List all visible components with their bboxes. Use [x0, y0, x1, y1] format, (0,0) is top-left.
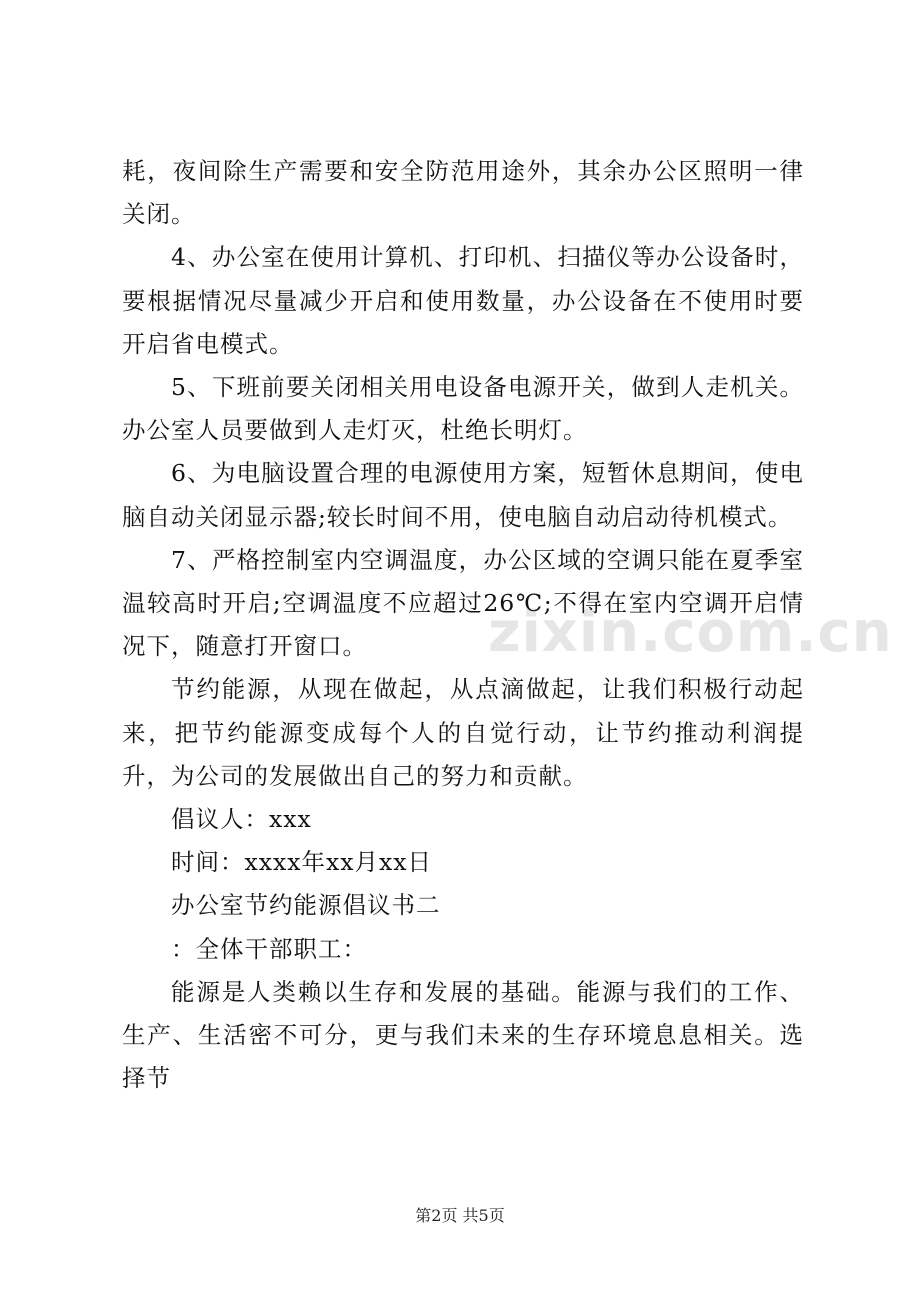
paragraph-closing: 节约能源，从现在做起，从点滴做起，让我们积极行动起来，把节约能源变成每个人的自觉行动，让节约推动利润提升，为公司的发展做出自己的努力和贡献。 — [122, 675, 804, 790]
paragraph-item-7: 7、严格控制室内空调温度，办公区域的空调只能在夏季室温较高时开启;空调温度不应超过26℃;不得在室内空调开启情况下，随意打开窗口。 — [122, 545, 804, 661]
section-title: 办公室节约能源倡议书二 — [171, 891, 441, 920]
watermark-text: zixin.com.cn — [488, 600, 893, 665]
paragraph-continuation: 耗，夜间除生产需要和安全防范用途外，其余办公区照明一律关闭。 — [122, 157, 804, 229]
paragraph-intro: 能源是人类赖以生存和发展的基础。能源与我们的工作、生产、生活密不可分，更与我们未来的生存环境息息相关。选择节 — [122, 977, 804, 1093]
paragraph-item-5: 5、下班前要关闭相关用电设备电源开关，做到人走机关。办公室人员要做到人走灯灭，杜绝长明灯。 — [122, 373, 804, 445]
salutation-line: ：全体干部职工： — [171, 934, 367, 963]
paragraph-item-6: 6、为电脑设置合理的电源使用方案，短暂休息期间，使电脑自动关闭显示器;较长时间不用，使电脑自动启动待机模式。 — [122, 459, 804, 531]
proposer-line: 倡议人：xxx — [171, 805, 312, 834]
paragraph-item-4: 4、办公室在使用计算机、打印机、扫描仪等办公设备时，要根据情况尽量减少开启和使用数量，办公设备在不使用时要开启省电模式。 — [122, 243, 804, 358]
document-body — [122, 150, 804, 1100]
page-footer: 第2页 共5页 — [415, 1206, 505, 1225]
date-line: 时间：xxxx年xx月xx日 — [171, 848, 433, 877]
